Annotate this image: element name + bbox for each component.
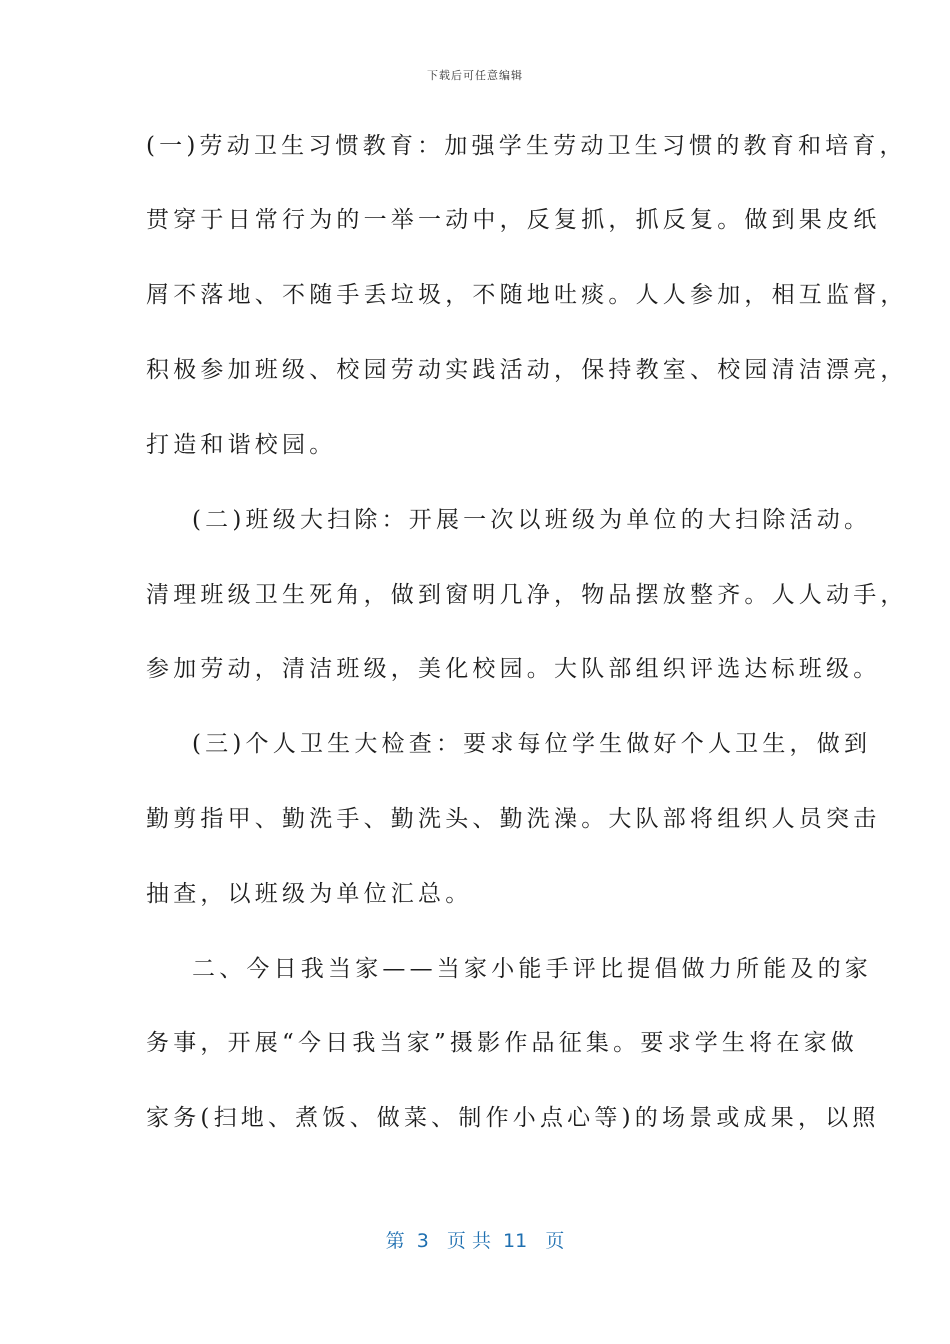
text-line: (三)个人卫生大检查：要求每位学生做好个人卫生，做到 (192, 731, 872, 757)
text-line: 打造和谐校园。 (146, 432, 337, 458)
text-line: (一)劳动卫生习惯教育：加强学生劳动卫生习惯的教育和培育， (146, 133, 907, 159)
text-line: 务事，开展“今日我当家”摄影作品征集。要求学生将在家做 (146, 1030, 858, 1056)
text-line: 清理班级卫生死角，做到窗明几净，物品摆放整齐。人人动手， (146, 582, 908, 608)
text-line: 家务(扫地、煮饭、做菜、制作小点心等)的场景或成果，以照 (146, 1105, 880, 1131)
text-line: 积极参加班级、校园劳动实践活动，保持教室、校园清洁漂亮， (146, 357, 908, 383)
text-line: (二)班级大扫除：开展一次以班级为单位的大扫除活动。 (192, 507, 872, 533)
header-note: 下载后可任意编辑 (427, 69, 523, 82)
text-line: 屑不落地、不随手丢垃圾，不随地吐痰。人人参加，相互监督， (146, 282, 908, 308)
text-line: 二、今日我当家——当家小能手评比提倡做力所能及的家 (192, 956, 872, 982)
page-number-footer: 第 3 页 共 11 页 (385, 1230, 565, 1252)
text-line: 抽查，以班级为单位汇总。 (146, 881, 473, 907)
text-line: 参加劳动，清洁班级，美化校园。大队部组织评选达标班级。 (146, 656, 881, 682)
text-line: 勤剪指甲、勤洗手、勤洗头、勤洗澡。大队部将组织人员突击 (146, 806, 881, 832)
text-line: 贯穿于日常行为的一举一动中，反复抓，抓反复。做到果皮纸 (146, 207, 881, 233)
